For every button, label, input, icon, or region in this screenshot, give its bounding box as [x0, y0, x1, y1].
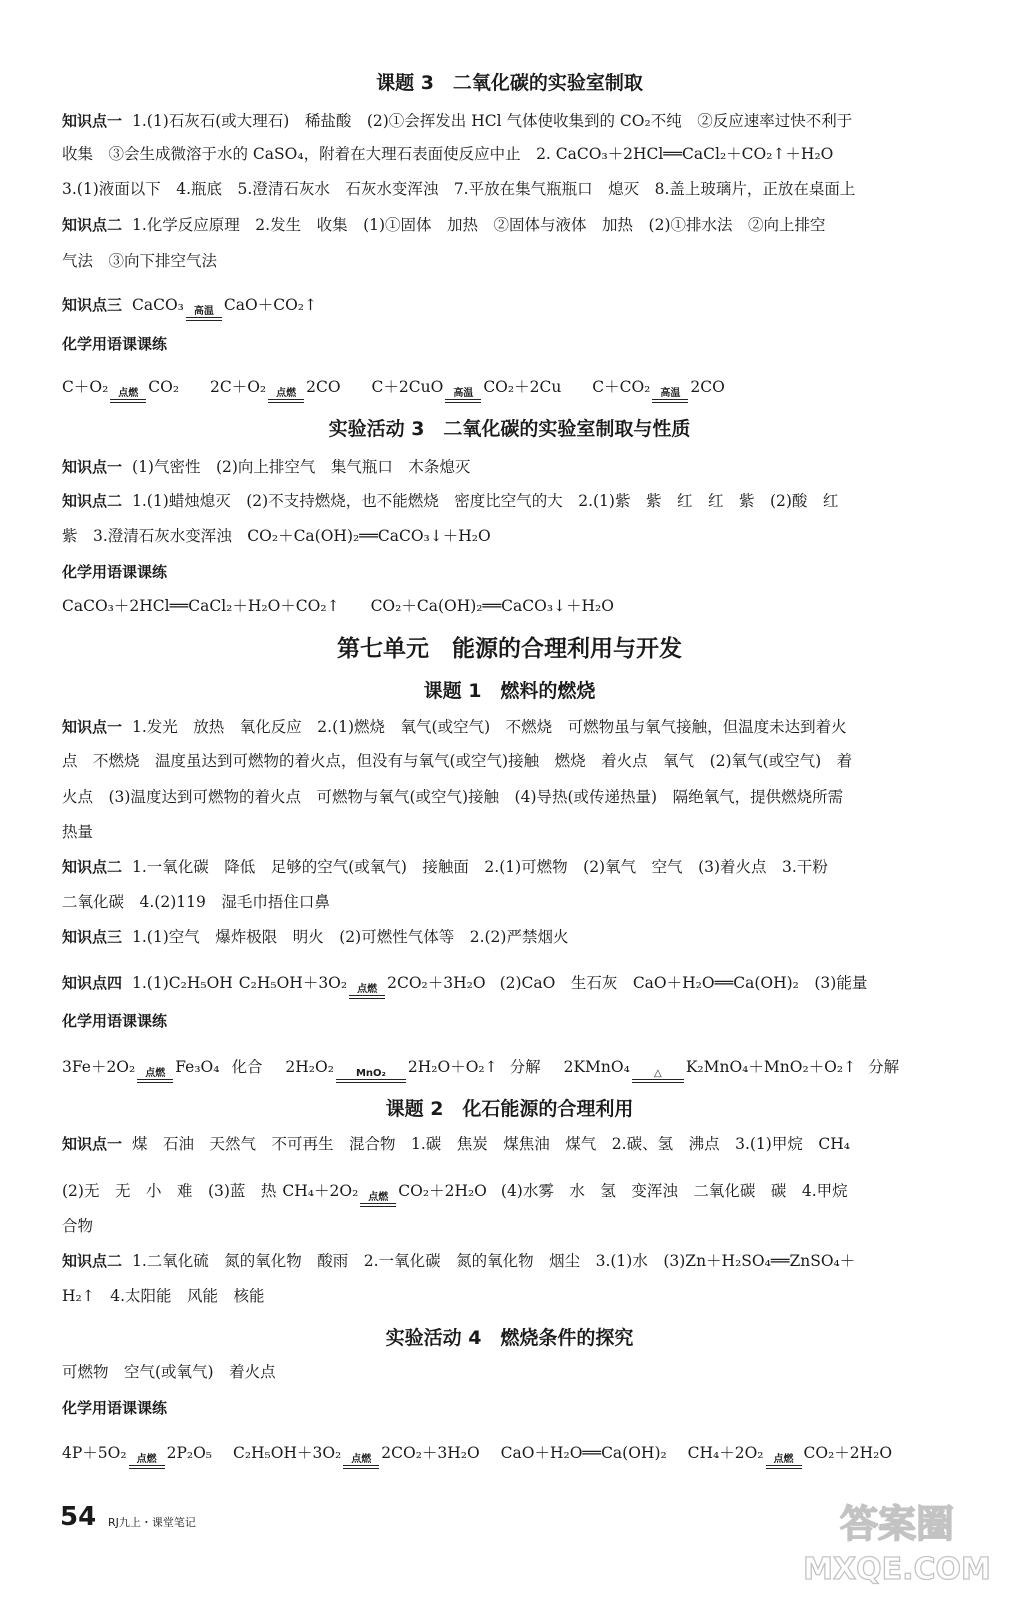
- eq-left: C＋CO₂: [592, 378, 651, 396]
- eq-left: 4P＋5O₂: [62, 1444, 127, 1462]
- eq-condition: [445, 388, 481, 403]
- topic1-k1-line1: [62, 716, 1009, 738]
- equation: [563, 1058, 857, 1079]
- k-label: 知识点四: [62, 974, 123, 992]
- eq-cond-text: MnO₂: [355, 1068, 386, 1079]
- eq-bar: [129, 1465, 165, 1469]
- topic1-practice-eqs: [62, 1056, 1009, 1083]
- topic3-k1-line3: 3.(1)液面以下 4.瓶底 5.澄清石灰水 石灰水变浑浊 7.平放在集气瓶瓶口 熄灭 8.盖上玻璃片，正放在桌面上: [62, 180, 856, 198]
- eq-right: CO₂＋2H₂O: [398, 1182, 487, 1200]
- text: 煤 石油 天然气 不可再生 混合物 1.碳 焦炭 煤焦油 煤气 2.碳、氢 沸点 3.(1)甲烷 CH₄: [132, 1135, 850, 1153]
- k-label: 知识点三: [62, 296, 123, 314]
- equation: [592, 378, 725, 399]
- k-label: 知识点二: [62, 492, 123, 510]
- reaction-type: 分解: [868, 1058, 900, 1076]
- eq-right: Fe₃O₄: [175, 1058, 220, 1076]
- text: 1.(1)空气 爆炸极限 明火 (2)可燃性气体等 2.(2)严禁烟火: [132, 928, 569, 946]
- topic3-k2-line2: 气法 ③向下排空气法: [62, 252, 218, 270]
- eq-condition: [349, 984, 385, 999]
- reaction-type: 分解: [509, 1058, 541, 1076]
- activity3-practice-line: CaCO₃＋2HCl══CaCl₂＋H₂O＋CO₂↑ CO₂＋Ca(OH)₂══CaCO₃↓＋H₂O: [62, 597, 614, 615]
- practice-label: 化学用语课课练: [62, 563, 168, 581]
- eq-bar: [349, 995, 385, 999]
- eq-left: CH₄＋2O₂: [282, 1182, 359, 1200]
- eq-condition: [137, 1068, 173, 1083]
- topic1-k1-line2: 点 不燃烧 温度虽达到可燃物的着火点，但没有与氧气(或空气)接触 燃烧 着火点 氧气 (2)氧气(或空气) 着: [62, 752, 853, 770]
- eq-right: CO₂＋2Cu: [483, 378, 562, 396]
- eq-bar: [336, 1079, 406, 1083]
- eq-condition: [110, 388, 146, 403]
- page-number: 54: [60, 1502, 97, 1532]
- eq-right: 2P₂O₅: [166, 1444, 213, 1462]
- equation: [62, 1444, 213, 1465]
- topic2-k1-line1: [62, 1133, 1009, 1155]
- topic1-k1-line4: 热量: [62, 823, 94, 841]
- k-label: 知识点一: [62, 1135, 123, 1153]
- eq-cond-text: 高温: [453, 388, 474, 399]
- equation: [282, 1182, 487, 1203]
- topic1-title: 课题 1 燃料的燃烧: [423, 680, 596, 702]
- eq-condition: [766, 1454, 802, 1469]
- eq-cond-text: 高温: [193, 306, 214, 317]
- eq-bar: [445, 399, 481, 403]
- eq-cond-text: 点燃: [276, 388, 297, 399]
- watermark-logo: [797, 1493, 997, 1588]
- text: 1.(1)石灰石(或大理石) 稀盐酸 (2)①会挥发出 HCl 气体使收集到的 CO₂不纯 ②反应速率过快不利于: [132, 112, 853, 130]
- practice-label: 化学用语课课练: [62, 1012, 168, 1030]
- topic2-title: 课题 2 化石能源的合理利用: [385, 1098, 634, 1120]
- eq-bar: [343, 1465, 379, 1469]
- topic3-k3-line: [62, 294, 1009, 321]
- eq-right: CaO＋CO₂↑: [223, 296, 317, 314]
- equation: [232, 1444, 480, 1465]
- k-label: 知识点二: [62, 858, 123, 876]
- eq-left: CaCO₃: [132, 296, 184, 314]
- book-title: RJ九上・课堂笔记: [108, 1516, 196, 1529]
- topic2-k1-line2: [62, 1180, 1009, 1207]
- watermark-bottom: MXQE.COM: [803, 1552, 991, 1587]
- eq-cond-text: 点燃: [145, 1068, 166, 1079]
- activity3-practice-label: [62, 561, 1009, 583]
- text: 1.二氧化硫 氮的氧化物 酸雨 2.一氧化碳 氮的氧化物 烟尘 3.(1)水 (3)Zn＋H₂SO₄══ZnSO₄＋: [132, 1252, 856, 1270]
- eq-cond-text: 点燃: [368, 1192, 389, 1203]
- equation: [238, 974, 486, 995]
- activity4-title: 实验活动 4 燃烧条件的探究: [385, 1327, 634, 1349]
- activity3-k2-line2: 紫 3.澄清石灰水变浑浊 CO₂＋Ca(OH)₂══CaCO₃↓＋H₂O: [62, 527, 491, 545]
- text: 1.一氧化碳 降低 足够的空气(或氧气) 接触面 2.(1)可燃物 (2)氧气 空气 (3)着火点 3.干粉: [132, 858, 828, 876]
- activity4-practice-label: [62, 1397, 1009, 1419]
- eq-cond-text: 点燃: [773, 1454, 794, 1465]
- eq-left: C₂H₅OH＋3O₂: [232, 1444, 342, 1462]
- topic1-practice-label: [62, 1010, 1009, 1032]
- topic1-k2-line1: [62, 856, 1009, 878]
- activity3-title: 实验活动 3 二氧化碳的实验室制取与性质: [328, 418, 691, 440]
- topic2-k2-line1: [62, 1250, 1009, 1272]
- eq-cond-text: 点燃: [351, 1454, 372, 1465]
- equation: [687, 1444, 893, 1465]
- equation: [285, 1058, 498, 1079]
- eq-condition: [336, 1068, 406, 1083]
- topic3-practice-label: [62, 333, 1009, 355]
- text: 1.(1)C₂H₅OH: [132, 974, 233, 992]
- eq-condition: [186, 306, 222, 321]
- topic1-k4-line: [62, 972, 1009, 999]
- eq-left: 3Fe＋2O₂: [62, 1058, 136, 1076]
- eq-cond-text: 高温: [660, 388, 681, 399]
- eq-left: 2H₂O₂: [285, 1058, 334, 1076]
- watermark-top: 答案圈: [839, 1502, 955, 1546]
- activity3-k2-line1: [62, 490, 1009, 512]
- eq-bar: [137, 1079, 173, 1083]
- equation: [62, 378, 180, 399]
- unit7-title: 第七单元 能源的合理利用与开发: [337, 636, 682, 662]
- topic3-k2-line1: [62, 214, 1009, 236]
- k-label: 知识点一: [62, 718, 123, 736]
- eq-left: C₂H₅OH＋3O₂: [238, 974, 348, 992]
- text: 1.(1)蜡烛熄灭 (2)不支持燃烧，也不能燃烧 密度比空气的大 2.(1)紫 紫 红 红 紫 (2)酸 红: [132, 492, 839, 510]
- eq-left: 2KMnO₄: [563, 1058, 630, 1076]
- eq-condition: [632, 1068, 684, 1083]
- eq-bar: [110, 399, 146, 403]
- practice-label: 化学用语课课练: [62, 335, 168, 353]
- text: (4)水雾 水 氢 变浑浊 二氧化碳 碳 4.甲烷: [500, 1182, 848, 1200]
- practice-label: 化学用语课课练: [62, 1399, 168, 1417]
- text: 1.发光 放热 氧化反应 2.(1)燃烧 氧气(或空气) 不燃烧 可燃物虽与氧气接触，但温度未达到着火: [132, 718, 847, 736]
- eq-condition: [652, 388, 688, 403]
- eq-cond-text: △: [653, 1068, 662, 1079]
- k-label: 知识点二: [62, 1252, 123, 1270]
- text: (2)CaO 生石灰 CaO＋H₂O══Ca(OH)₂ (3)能量: [499, 974, 868, 992]
- eq-cond-text: 点燃: [136, 1454, 157, 1465]
- eq-right: 2CO₂＋3H₂O: [381, 1444, 480, 1462]
- eq-right: K₂MnO₄＋MnO₂＋O₂↑: [685, 1058, 857, 1076]
- text: (1)气密性 (2)向上排空气 集气瓶口 木条熄灭: [132, 458, 471, 476]
- equation: [132, 296, 317, 317]
- eq-condition: [343, 1454, 379, 1469]
- activity4-practice-eqs: [62, 1442, 1009, 1469]
- k-label: 知识点一: [62, 458, 123, 476]
- eq-bar: [186, 317, 222, 321]
- activity4-line1: 可燃物 空气(或氧气) 着火点: [62, 1363, 276, 1381]
- text: 1.化学反应原理 2.发生 收集 (1)①固体 加热 ②固体与液体 加热 (2)①排水法 ②向上排空: [132, 216, 826, 234]
- eq-right: CO₂＋2H₂O: [803, 1444, 893, 1462]
- eq-cond-text: 点燃: [357, 984, 378, 995]
- equation: [210, 378, 341, 399]
- eq-right: 2H₂O＋O₂↑: [407, 1058, 498, 1076]
- topic1-k2-line2: 二氧化碳 4.(2)119 湿毛巾捂住口鼻: [62, 893, 330, 911]
- topic3-k1-line1: [62, 110, 1009, 132]
- topic1-k3-line: [62, 926, 1009, 948]
- eq-bar: [652, 399, 688, 403]
- topic1-k1-line3: 火点 (3)温度达到可燃物的着火点 可燃物与氧气(或空气)接触 (4)导热(或传递热量) 隔绝氧气，提供燃烧所需: [62, 788, 844, 806]
- topic2-k1-line3: 合物: [62, 1217, 94, 1235]
- eq-left: C＋2CuO: [371, 378, 444, 396]
- eq-right: 2CO: [306, 378, 341, 396]
- reaction-type: 化合: [231, 1058, 263, 1076]
- eq-bar: [268, 399, 304, 403]
- eq-bar: [766, 1465, 802, 1469]
- k-label: 知识点一: [62, 112, 123, 130]
- eq-condition: [360, 1192, 396, 1207]
- equation: CaO＋H₂O══Ca(OH)₂: [500, 1444, 667, 1462]
- eq-right: 2CO: [690, 378, 725, 396]
- eq-bar: [360, 1203, 396, 1207]
- equation: [371, 378, 562, 399]
- topic3-title: 课题 3 二氧化碳的实验室制取: [376, 72, 643, 94]
- text: (2)无 无 小 难 (3)蓝 热: [62, 1182, 277, 1200]
- activity3-k1-line: [62, 456, 1009, 478]
- eq-left: 2C＋O₂: [210, 378, 267, 396]
- eq-bar: [632, 1079, 684, 1083]
- equation: [62, 1058, 220, 1079]
- k-label: 知识点三: [62, 928, 123, 946]
- eq-condition: [129, 1454, 165, 1469]
- eq-condition: [268, 388, 304, 403]
- eq-left: CH₄＋2O₂: [687, 1444, 764, 1462]
- topic3-practice-eqs: [62, 376, 1009, 403]
- eq-left: C＋O₂: [62, 378, 109, 396]
- eq-right: CO₂: [148, 378, 180, 396]
- eq-right: 2CO₂＋3H₂O: [387, 974, 486, 992]
- eq-cond-text: 点燃: [118, 388, 139, 399]
- k-label: 知识点二: [62, 216, 123, 234]
- topic3-k1-line2: 收集 ③会生成微溶于水的 CaSO₄，附着在大理石表面使反应中止 2. CaCO₃＋2HCl══CaCl₂＋CO₂↑＋H₂O: [62, 145, 834, 163]
- topic2-k2-line2: H₂↑ 4.太阳能 风能 核能: [62, 1287, 265, 1305]
